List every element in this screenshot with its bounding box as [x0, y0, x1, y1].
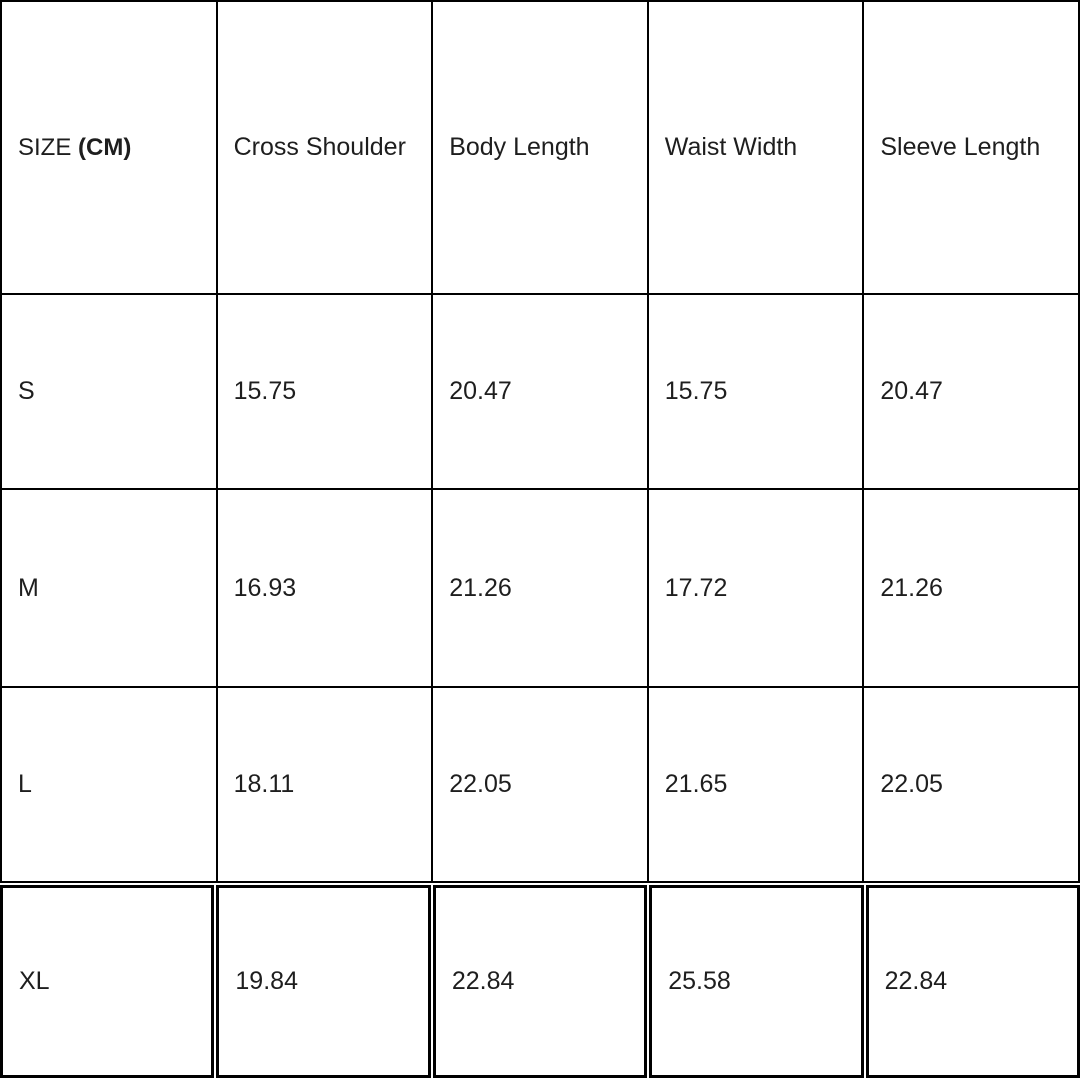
value-cell: 15.75	[217, 294, 433, 489]
size-label: SIZE	[18, 133, 72, 161]
value-cell: 21.26	[863, 489, 1079, 687]
size-cell: M	[1, 489, 217, 687]
header-cell-body-length: Body Length	[432, 1, 648, 294]
header-cell-sleeve-length: Sleeve Length	[863, 1, 1079, 294]
value-cell: 22.05	[863, 687, 1079, 882]
header-row	[1, 1, 1079, 294]
size-unit-label: (CM)	[78, 133, 132, 161]
table-row-xl	[0, 885, 1080, 1078]
value-cell: 25.58	[649, 885, 863, 1078]
value-cell: 22.05	[432, 687, 648, 882]
table-row-l	[1, 687, 1079, 882]
value-cell: 16.93	[217, 489, 433, 687]
value-cell: 20.47	[863, 294, 1079, 489]
header-cell-waist-width: Waist Width	[648, 1, 864, 294]
value-cell: 15.75	[648, 294, 864, 489]
value-cell: 17.72	[648, 489, 864, 687]
value-cell: 22.84	[866, 885, 1080, 1078]
size-cell: XL	[0, 885, 214, 1078]
value-cell: 22.84	[433, 885, 647, 1078]
value-cell: 18.11	[217, 687, 433, 882]
header-cell-cross-shoulder: Cross Shoulder	[217, 1, 433, 294]
header-cell-size	[1, 1, 217, 294]
size-cell: S	[1, 294, 217, 489]
value-cell: 21.65	[648, 687, 864, 882]
table-row-m	[1, 489, 1079, 687]
value-cell: 21.26	[432, 489, 648, 687]
size-cell: L	[1, 687, 217, 882]
table-row-s	[1, 294, 1079, 489]
value-cell: 20.47	[432, 294, 648, 489]
value-cell: 19.84	[216, 885, 430, 1078]
